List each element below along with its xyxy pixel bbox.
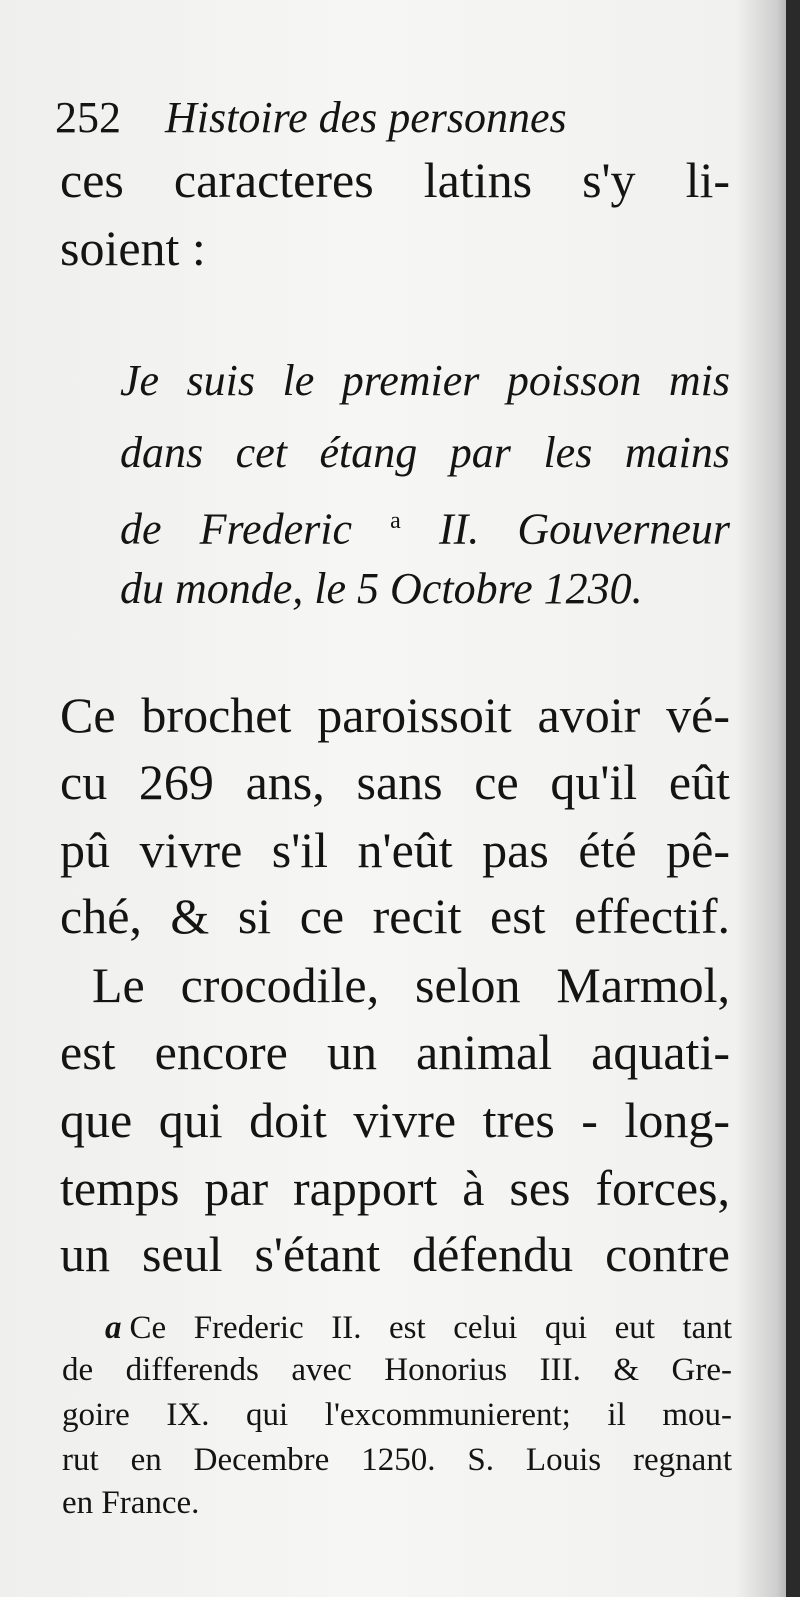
quote-line-2: dans cet étang par les mains [120, 428, 730, 477]
running-header [55, 92, 675, 152]
intro-line-1: ces caracteres latins s'y li- [60, 152, 730, 208]
footnote-line-5: en France. [62, 1485, 200, 1521]
body-line-7: que qui doit vivre tres - long- [60, 1092, 730, 1148]
quote-line-1: Je suis le premier poisson mis [120, 356, 730, 405]
quote-line-3 [120, 492, 730, 559]
footnote-line-4: rut en Decembre 1250. S. Louis regnant [62, 1442, 732, 1478]
body-line-5: Le crocodile, selon Marmol, [92, 957, 730, 1013]
body-line-9: un seul s'étant défendu contre [60, 1226, 730, 1282]
quote-gouverneur: II. Gouverneur [438, 504, 731, 554]
quote-line-4: du monde, le 5 Octobre 1230. [120, 564, 643, 613]
body-line-8: temps par rapport à ses forces, [60, 1160, 730, 1216]
body-line-6: est encore un animal aquati- [60, 1024, 730, 1080]
intro-line-2: soient : [60, 220, 206, 276]
footnote-line-3: goire IX. qui l'excommunierent; il mou- [62, 1397, 732, 1433]
quote-frederic: de Frederic [120, 504, 352, 554]
body-line-2: cu 269 ans, sans ce qu'il eût [60, 754, 730, 810]
footnote-marker: a [105, 1310, 122, 1346]
body-line-1: Ce brochet paroissoit avoir vé- [60, 687, 730, 743]
footnote-line-2: de differends avec Honorius III. & Gre- [62, 1352, 732, 1388]
page-edge-shadow [786, 0, 800, 1597]
body-line-3: pû vivre s'il n'eût pas été pê- [60, 822, 730, 878]
running-title: Histoire des personnes [165, 93, 567, 142]
body-line-4: ché, & si ce recit est effectif. [60, 888, 730, 944]
footnote-text-1: Ce Frederic II. est celui qui eut tant [129, 1310, 732, 1346]
page-number: 252 [55, 93, 121, 142]
footnote-reference-mark: a [390, 508, 401, 534]
footnote-line-1 [105, 1308, 732, 1348]
